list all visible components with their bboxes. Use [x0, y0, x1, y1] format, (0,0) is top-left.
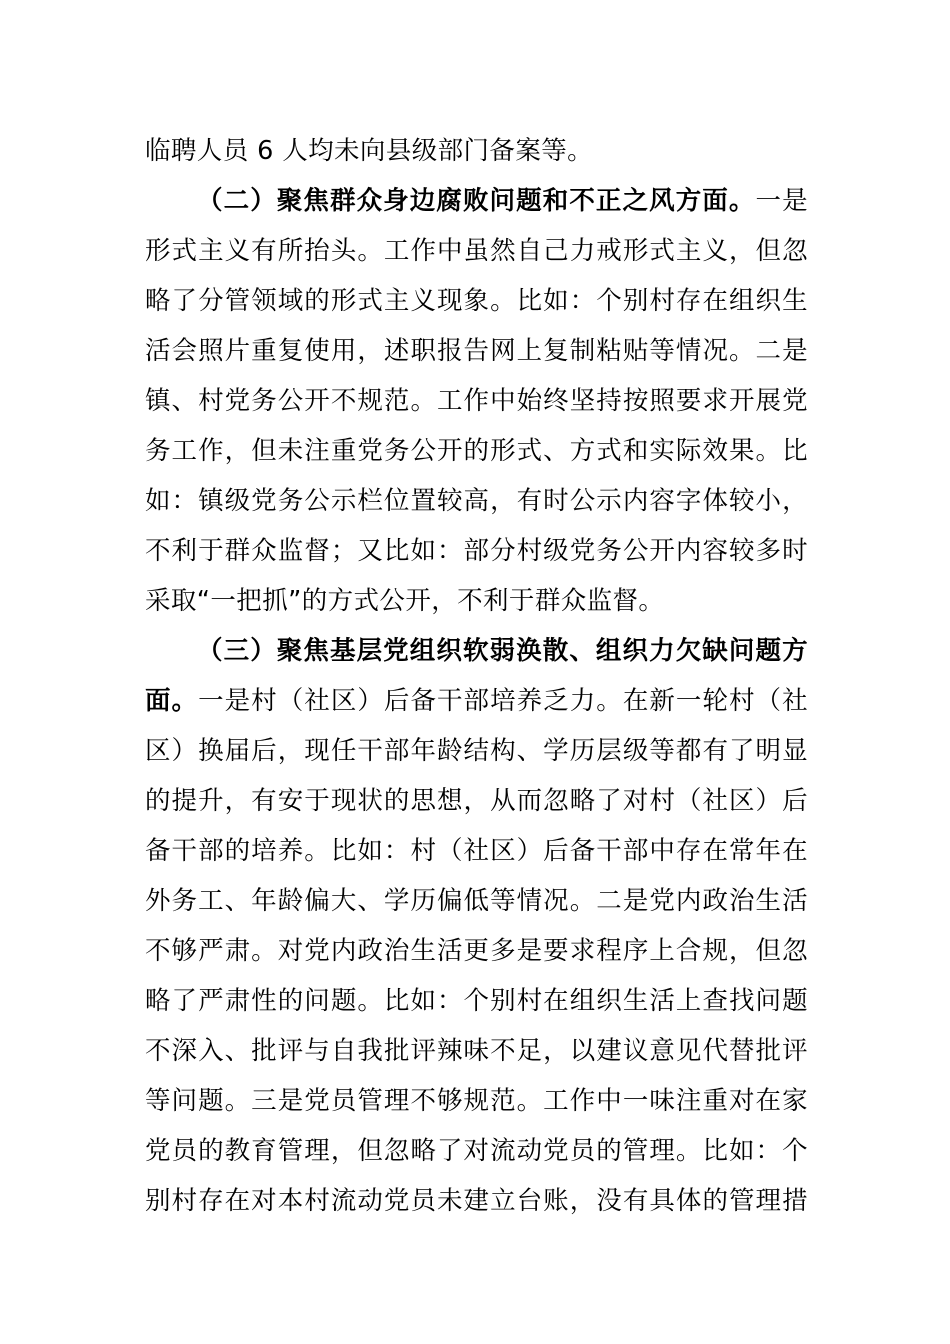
paragraph-3-line-4: [145, 776, 808, 826]
paragraph-2-line-4: [145, 326, 808, 376]
paragraph-2-line-8: [145, 526, 808, 576]
text-run: 镇、村党务公开不规范。工作中始终坚持按照要求开展党: [145, 386, 808, 416]
paragraph-3-line-2: [145, 676, 808, 726]
text-run: 党员的教育管理，但忽略了对流动党员的管理。比如：个: [145, 1136, 808, 1166]
section-heading-2: （二）聚焦群众身边腐败问题和不正之风方面。: [197, 186, 756, 216]
section-heading-3: （三）聚焦基层党组织软弱涣散、组织力欠缺问题方: [197, 636, 808, 666]
text-run: 形式主义有所抬头。工作中虽然自己力戒形式主义，但忽: [145, 236, 808, 266]
paragraph-2-line-6: [145, 426, 808, 476]
text-run: 区）换届后，现任干部年龄结构、学历层级等都有了明显: [145, 736, 808, 766]
text-run: 略了分管领域的形式主义现象。比如：个别村存在组织生: [145, 286, 808, 316]
paragraph-3-line-10: [145, 1076, 808, 1126]
text-run: 等问题。三是党员管理不够规范。工作中一味注重对在家: [145, 1086, 808, 1116]
text-run: 采取“一把抓”的方式公开，不利于群众监督。: [145, 586, 665, 616]
text-run: 一是村（社区）后备干部培养乏力。在新一轮村（社: [198, 686, 808, 716]
paragraph-1-line-1: [145, 126, 808, 176]
paragraph-2-line-7: [145, 476, 808, 526]
paragraph-2-line-5: [145, 376, 808, 426]
text-run: 如：镇级党务公示栏位置较高，有时公示内容字体较小，: [145, 486, 808, 516]
text-run: 的提升，有安于现状的思想，从而忽略了对村（社区）后: [145, 786, 808, 816]
text-run: 不够严肃。对党内政治生活更多是要求程序上合规，但忽: [145, 936, 808, 966]
paragraph-3-line-9: [145, 1026, 808, 1076]
text-run: 临聘人员 6 人均未向县级部门备案等。: [145, 136, 594, 166]
section-heading-3-end: 面。: [145, 686, 199, 716]
text-run: 活会照片重复使用，述职报告网上复制粘贴等情况。二是: [145, 336, 808, 366]
paragraph-3-line-7: [145, 926, 808, 976]
paragraph-3-line-11: [145, 1126, 808, 1176]
paragraph-3-line-3: [145, 726, 808, 776]
text-run: 一是: [755, 186, 808, 216]
paragraph-2-line-3: [145, 276, 808, 326]
text-run: 外务工、年龄偏大、学历偏低等情况。二是党内政治生活: [145, 886, 808, 916]
paragraph-3-line-6: [145, 876, 808, 926]
text-run: 备干部的培养。比如：村（社区）后备干部中存在常年在: [145, 836, 808, 866]
paragraph-2-line-9: [145, 576, 808, 626]
text-run: 别村存在对本村流动党员未建立台账，没有具体的管理措: [145, 1186, 808, 1216]
text-run: 务工作，但未注重党务公开的形式、方式和实际效果。比: [145, 436, 808, 466]
paragraph-3-line-1: [145, 626, 808, 676]
paragraph-2-line-2: [145, 226, 808, 276]
paragraph-2-line-1: [145, 176, 808, 226]
paragraph-3-line-8: [145, 976, 808, 1026]
paragraph-3-line-12: [145, 1176, 808, 1226]
paragraph-3-line-5: [145, 826, 808, 876]
document-body: [145, 126, 808, 1226]
text-run: 略了严肃性的问题。比如：个别村在组织生活上查找问题: [145, 986, 808, 1016]
text-run: 不利于群众监督；又比如：部分村级党务公开内容较多时: [145, 536, 808, 566]
text-run: 不深入、批评与自我批评辣味不足，以建议意见代替批评: [145, 1036, 808, 1066]
